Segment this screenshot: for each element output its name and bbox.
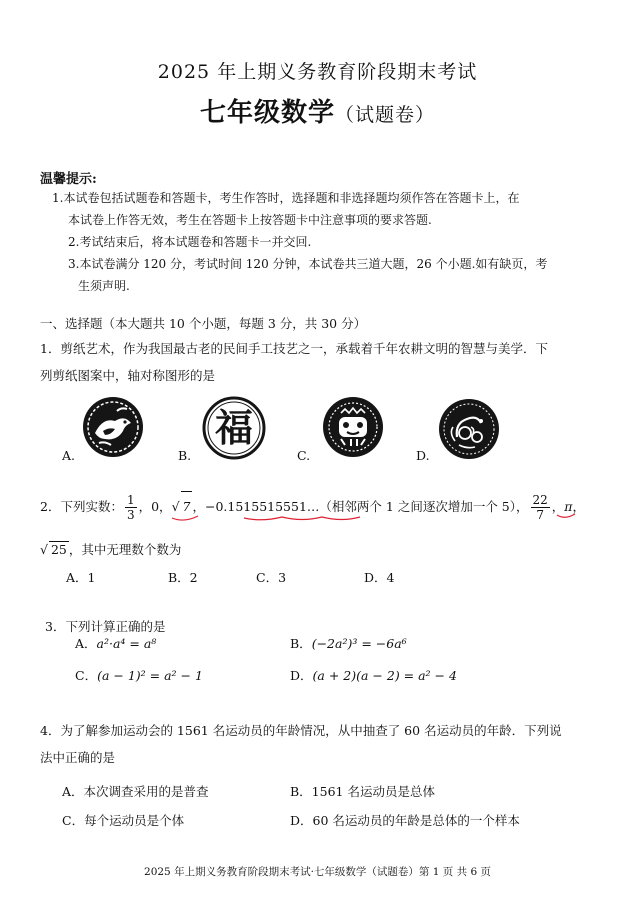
frac2-denominator: 7 (536, 508, 544, 522)
q1-line-1: 1．剪纸艺术，作为我国最古老的民间手工技艺之一，承载着千年农耕文明的智慧与美学．下 (40, 341, 548, 356)
paper-subtitle (0, 92, 635, 129)
pi-symbol: π (564, 499, 573, 514)
exam-title: 2025 年上期义务教育阶段期末考试 (157, 61, 478, 83)
q3-d-expr: (a + 2)(a − 2) = a² − 4 (312, 668, 457, 683)
q1-line-2: 列剪纸图案中，轴对称图形的是 (40, 368, 216, 383)
q2-sep1: ，0， (138, 499, 172, 514)
q4-option-d: D．60 名运动员的年龄是总体的一个样本 (290, 813, 520, 828)
q1-option-d: D. (416, 448, 430, 463)
q1-option-c: C. (297, 448, 311, 463)
q1-option-b: B. (178, 448, 192, 463)
q2-prefix: 2．下列实数： (40, 499, 123, 514)
q2-option-d: D．4 (364, 570, 395, 585)
paper-type: （试题卷） (335, 104, 436, 126)
lion-papercut-image (321, 395, 385, 459)
q2-option-b: B．2 (168, 570, 198, 585)
q1-option-a: A. (62, 448, 76, 463)
q2-option-a: A．1 (66, 570, 96, 585)
fraction-22-7 (531, 493, 550, 522)
page-footer: 2025 年上期义务教育阶段期末考试·七年级数学（试题卷）第 1 页 共 6 页 (144, 866, 491, 878)
q2-middle: ，−0.1515515551…（相邻两个 1 之间逐次增加一个 5）， (192, 499, 529, 514)
q4-option-a: A．本次调查采用的是普查 (62, 784, 209, 799)
bird-papercut-image (81, 395, 145, 459)
sqrt25: √ 25 (40, 542, 67, 557)
subject-name: 七年级数学 (199, 98, 335, 128)
frac1-denominator: 3 (126, 508, 135, 522)
tip-line-2: 本试卷上作答无效，考生在答题卡上按答题卡中注意事项的要求答题. (68, 213, 432, 227)
q4-option-c: C．每个运动员是个体 (62, 813, 185, 828)
fu-papercut-image (201, 396, 267, 460)
q3-option-d (290, 666, 457, 684)
q2-sep3: ， (572, 499, 586, 514)
tip-line-5: 生须声明. (78, 279, 130, 293)
fraction-one-third (125, 493, 137, 522)
q3-c-expr: (a − 1)² = a² − 1 (97, 668, 203, 683)
tip-line-3: 2.考试结束后，将本试题卷和答题卡一并交回. (68, 235, 312, 249)
q3-option-b (290, 634, 407, 652)
q3-option-a (75, 634, 156, 652)
sqrt7: √ 7 (172, 499, 193, 514)
q2-tail: ，其中无理数个数为 (68, 542, 182, 557)
q3-a-expr: a²·a⁴ = a⁸ (96, 636, 157, 651)
frac2-numerator: 22 (532, 493, 548, 507)
section-heading: 一、选择题（本大题共 10 个小题，每题 3 分，共 30 分） (40, 316, 367, 331)
q2-line-2 (40, 540, 181, 558)
sqrt25-radicand: 25 (50, 542, 67, 557)
fu-character: 福 (214, 405, 254, 450)
sqrt7-radicand: 7 (181, 491, 193, 522)
decimal-underline (242, 514, 362, 522)
q3-a-label: A． (75, 636, 97, 651)
q3-d-label: D． (290, 668, 313, 683)
q3-c-label: C． (75, 668, 98, 683)
q3-b-label: B． (290, 636, 312, 651)
tips-heading: 温馨提示: (40, 172, 97, 187)
phoenix-papercut-image (437, 397, 501, 461)
q3-option-c (75, 666, 203, 684)
q4-option-b: B．1561 名运动员是总体 (290, 784, 435, 799)
tip-line-1: 1.本试卷包括试题卷和答题卡，考生作答时，选择题和非选择题均须作答在答题卡上，在 (52, 191, 520, 205)
pi-underline (555, 512, 577, 520)
sqrt7-underline (170, 514, 200, 522)
q3-b-expr: (−2a²)³ = −6a⁶ (311, 636, 407, 651)
q2-sep2: ， (551, 499, 565, 514)
tip-line-4: 3.本试卷满分 120 分，考试时间 120 分钟，本试卷共三道大题，26 个小题.如有缺页，考 (68, 257, 548, 271)
frac1-numerator: 1 (126, 493, 135, 507)
q2-option-c: C．3 (256, 570, 287, 585)
q4-line-1: 4．为了解参加运动会的 1561 名运动员的年龄情况，从中抽查了 60 名运动员的年龄．下列说 (40, 723, 562, 738)
q3-stem: 3．下列计算正确的是 (45, 619, 166, 634)
q4-line-2: 法中正确的是 (40, 750, 116, 765)
